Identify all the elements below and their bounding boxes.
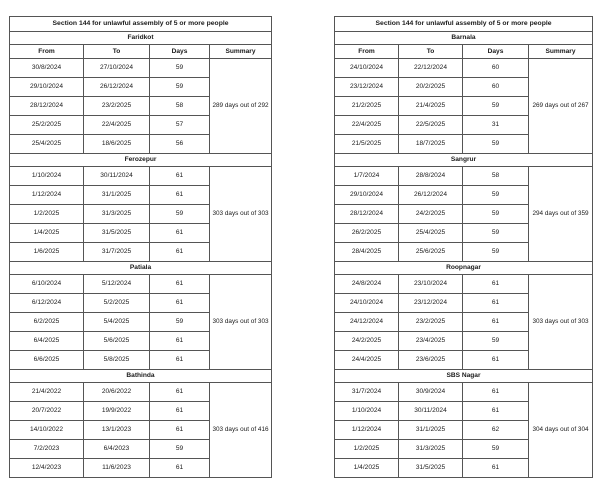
- summary-cell: 303 days out of 303: [210, 275, 272, 370]
- table-row: [335, 275, 593, 294]
- days-cell: 61: [150, 167, 210, 186]
- table-row: [10, 383, 272, 402]
- to-cell: 22/5/2025: [399, 116, 463, 135]
- summary-cell: 304 days out of 304: [529, 383, 593, 478]
- from-cell: 6/12/2024: [10, 294, 84, 313]
- from-cell: 6/10/2024: [10, 275, 84, 294]
- table-title-row: [10, 17, 272, 32]
- column-header-row: [10, 45, 272, 59]
- days-cell: 61: [463, 459, 529, 478]
- days-cell: 61: [463, 294, 529, 313]
- days-cell: 61: [463, 402, 529, 421]
- days-cell: 60: [463, 78, 529, 97]
- to-cell: 24/2/2025: [399, 205, 463, 224]
- to-cell: 18/7/2025: [399, 135, 463, 154]
- to-cell: 23/6/2025: [399, 351, 463, 370]
- to-cell: 30/9/2024: [399, 383, 463, 402]
- from-cell: 25/4/2025: [10, 135, 84, 154]
- days-cell: 61: [150, 224, 210, 243]
- days-cell: 61: [150, 294, 210, 313]
- to-cell: 5/4/2025: [84, 313, 150, 332]
- from-cell: 1/2/2025: [10, 205, 84, 224]
- days-cell: 62: [463, 421, 529, 440]
- from-cell: 28/4/2025: [335, 243, 399, 262]
- days-cell: 59: [463, 243, 529, 262]
- from-cell: 1/6/2025: [10, 243, 84, 262]
- to-cell: 26/12/2024: [399, 186, 463, 205]
- column-header-to: To: [84, 45, 150, 59]
- to-cell: 31/3/2025: [399, 440, 463, 459]
- district-header-row: [10, 32, 272, 45]
- from-cell: 21/4/2022: [10, 383, 84, 402]
- days-cell: 59: [150, 78, 210, 97]
- left-district-table: [9, 16, 272, 478]
- days-cell: 61: [150, 421, 210, 440]
- column-header-days: Days: [150, 45, 210, 59]
- summary-cell: 269 days out of 267: [529, 59, 593, 154]
- table-row: [335, 383, 593, 402]
- from-cell: 22/4/2025: [335, 116, 399, 135]
- from-cell: 20/7/2022: [10, 402, 84, 421]
- to-cell: 23/2/2025: [399, 313, 463, 332]
- to-cell: 5/2/2025: [84, 294, 150, 313]
- to-cell: 21/4/2025: [399, 97, 463, 116]
- from-cell: 1/2/2025: [335, 440, 399, 459]
- column-header-summary: Summary: [210, 45, 272, 59]
- to-cell: 30/11/2024: [84, 167, 150, 186]
- table-title: Section 144 for unlawful assembly of 5 or more people: [10, 17, 272, 32]
- days-cell: 61: [150, 243, 210, 262]
- from-cell: 26/2/2025: [335, 224, 399, 243]
- from-cell: 24/8/2024: [335, 275, 399, 294]
- days-cell: 61: [463, 383, 529, 402]
- district-name: Bathinda: [10, 370, 272, 383]
- from-cell: 28/12/2024: [10, 97, 84, 116]
- from-cell: 1/10/2024: [335, 402, 399, 421]
- summary-cell: 303 days out of 303: [210, 167, 272, 262]
- days-cell: 59: [150, 313, 210, 332]
- table-row: [10, 167, 272, 186]
- days-cell: 61: [150, 402, 210, 421]
- days-cell: 61: [150, 459, 210, 478]
- district-header-row: [10, 262, 272, 275]
- table-row: [10, 59, 272, 78]
- district-name: Barnala: [335, 32, 593, 45]
- days-cell: 59: [463, 332, 529, 351]
- days-cell: 61: [150, 383, 210, 402]
- to-cell: 22/12/2024: [399, 59, 463, 78]
- from-cell: 24/10/2024: [335, 294, 399, 313]
- days-cell: 57: [150, 116, 210, 135]
- to-cell: 11/6/2023: [84, 459, 150, 478]
- district-header-row: [10, 154, 272, 167]
- to-cell: 23/10/2024: [399, 275, 463, 294]
- column-header-days: Days: [463, 45, 529, 59]
- days-cell: 61: [150, 275, 210, 294]
- district-name: SBS Nagar: [335, 370, 593, 383]
- district-name: Patiala: [10, 262, 272, 275]
- to-cell: 31/1/2025: [84, 186, 150, 205]
- from-cell: 7/2/2023: [10, 440, 84, 459]
- days-cell: 61: [463, 313, 529, 332]
- right-district-table: [334, 16, 593, 478]
- days-cell: 58: [463, 167, 529, 186]
- from-cell: 31/7/2024: [335, 383, 399, 402]
- summary-cell: 303 days out of 416: [210, 383, 272, 478]
- column-header-summary: Summary: [529, 45, 593, 59]
- to-cell: 22/4/2025: [84, 116, 150, 135]
- to-cell: 31/3/2025: [84, 205, 150, 224]
- from-cell: 28/12/2024: [335, 205, 399, 224]
- district-header-row: [335, 154, 593, 167]
- from-cell: 29/10/2024: [10, 78, 84, 97]
- days-cell: 59: [463, 205, 529, 224]
- days-cell: 56: [150, 135, 210, 154]
- district-header-row: [335, 262, 593, 275]
- to-cell: 23/2/2025: [84, 97, 150, 116]
- to-cell: 20/6/2022: [84, 383, 150, 402]
- table-title-row: [335, 17, 593, 32]
- days-cell: 59: [150, 205, 210, 224]
- column-header-to: To: [399, 45, 463, 59]
- district-name: Roopnagar: [335, 262, 593, 275]
- from-cell: 30/8/2024: [10, 59, 84, 78]
- to-cell: 19/9/2022: [84, 402, 150, 421]
- days-cell: 61: [150, 332, 210, 351]
- days-cell: 58: [150, 97, 210, 116]
- to-cell: 25/4/2025: [399, 224, 463, 243]
- to-cell: 25/6/2025: [399, 243, 463, 262]
- days-cell: 61: [150, 351, 210, 370]
- days-cell: 61: [150, 186, 210, 205]
- district-name: Sangrur: [335, 154, 593, 167]
- table-row: [335, 167, 593, 186]
- days-cell: 59: [463, 97, 529, 116]
- to-cell: 31/1/2025: [399, 421, 463, 440]
- to-cell: 27/10/2024: [84, 59, 150, 78]
- from-cell: 25/2/2025: [10, 116, 84, 135]
- to-cell: 23/12/2024: [399, 294, 463, 313]
- from-cell: 1/10/2024: [10, 167, 84, 186]
- column-header-from: From: [10, 45, 84, 59]
- from-cell: 29/10/2024: [335, 186, 399, 205]
- from-cell: 1/4/2025: [335, 459, 399, 478]
- district-header-row: [335, 32, 593, 45]
- to-cell: 31/7/2025: [84, 243, 150, 262]
- days-cell: 31: [463, 116, 529, 135]
- from-cell: 21/2/2025: [335, 97, 399, 116]
- district-header-row: [335, 370, 593, 383]
- days-cell: 61: [463, 351, 529, 370]
- column-header-row: [335, 45, 593, 59]
- days-cell: 60: [463, 59, 529, 78]
- summary-cell: 289 days out of 292: [210, 59, 272, 154]
- table-row: [335, 59, 593, 78]
- summary-cell: 294 days out of 359: [529, 167, 593, 262]
- from-cell: 1/12/2024: [335, 421, 399, 440]
- from-cell: 1/12/2024: [10, 186, 84, 205]
- table-title: Section 144 for unlawful assembly of 5 or more people: [335, 17, 593, 32]
- to-cell: 6/4/2023: [84, 440, 150, 459]
- to-cell: 31/5/2025: [399, 459, 463, 478]
- from-cell: 21/5/2025: [335, 135, 399, 154]
- column-header-from: From: [335, 45, 399, 59]
- from-cell: 6/6/2025: [10, 351, 84, 370]
- district-name: Ferozepur: [10, 154, 272, 167]
- days-cell: 59: [463, 440, 529, 459]
- days-cell: 59: [150, 440, 210, 459]
- from-cell: 14/10/2022: [10, 421, 84, 440]
- table-row: [10, 275, 272, 294]
- to-cell: 28/8/2024: [399, 167, 463, 186]
- from-cell: 24/2/2025: [335, 332, 399, 351]
- days-cell: 59: [463, 135, 529, 154]
- to-cell: 5/12/2024: [84, 275, 150, 294]
- to-cell: 13/1/2023: [84, 421, 150, 440]
- from-cell: 24/12/2024: [335, 313, 399, 332]
- from-cell: 6/4/2025: [10, 332, 84, 351]
- days-cell: 59: [150, 59, 210, 78]
- to-cell: 18/6/2025: [84, 135, 150, 154]
- from-cell: 1/4/2025: [10, 224, 84, 243]
- to-cell: 5/8/2025: [84, 351, 150, 370]
- from-cell: 12/4/2023: [10, 459, 84, 478]
- from-cell: 1/7/2024: [335, 167, 399, 186]
- to-cell: 20/2/2025: [399, 78, 463, 97]
- days-cell: 59: [463, 186, 529, 205]
- days-cell: 59: [463, 224, 529, 243]
- to-cell: 30/11/2024: [399, 402, 463, 421]
- from-cell: 24/10/2024: [335, 59, 399, 78]
- district-name: Faridkot: [10, 32, 272, 45]
- from-cell: 23/12/2024: [335, 78, 399, 97]
- to-cell: 31/5/2025: [84, 224, 150, 243]
- to-cell: 5/6/2025: [84, 332, 150, 351]
- to-cell: 26/12/2024: [84, 78, 150, 97]
- district-header-row: [10, 370, 272, 383]
- from-cell: 24/4/2025: [335, 351, 399, 370]
- days-cell: 61: [463, 275, 529, 294]
- summary-cell: 303 days out of 303: [529, 275, 593, 370]
- from-cell: 6/2/2025: [10, 313, 84, 332]
- to-cell: 23/4/2025: [399, 332, 463, 351]
